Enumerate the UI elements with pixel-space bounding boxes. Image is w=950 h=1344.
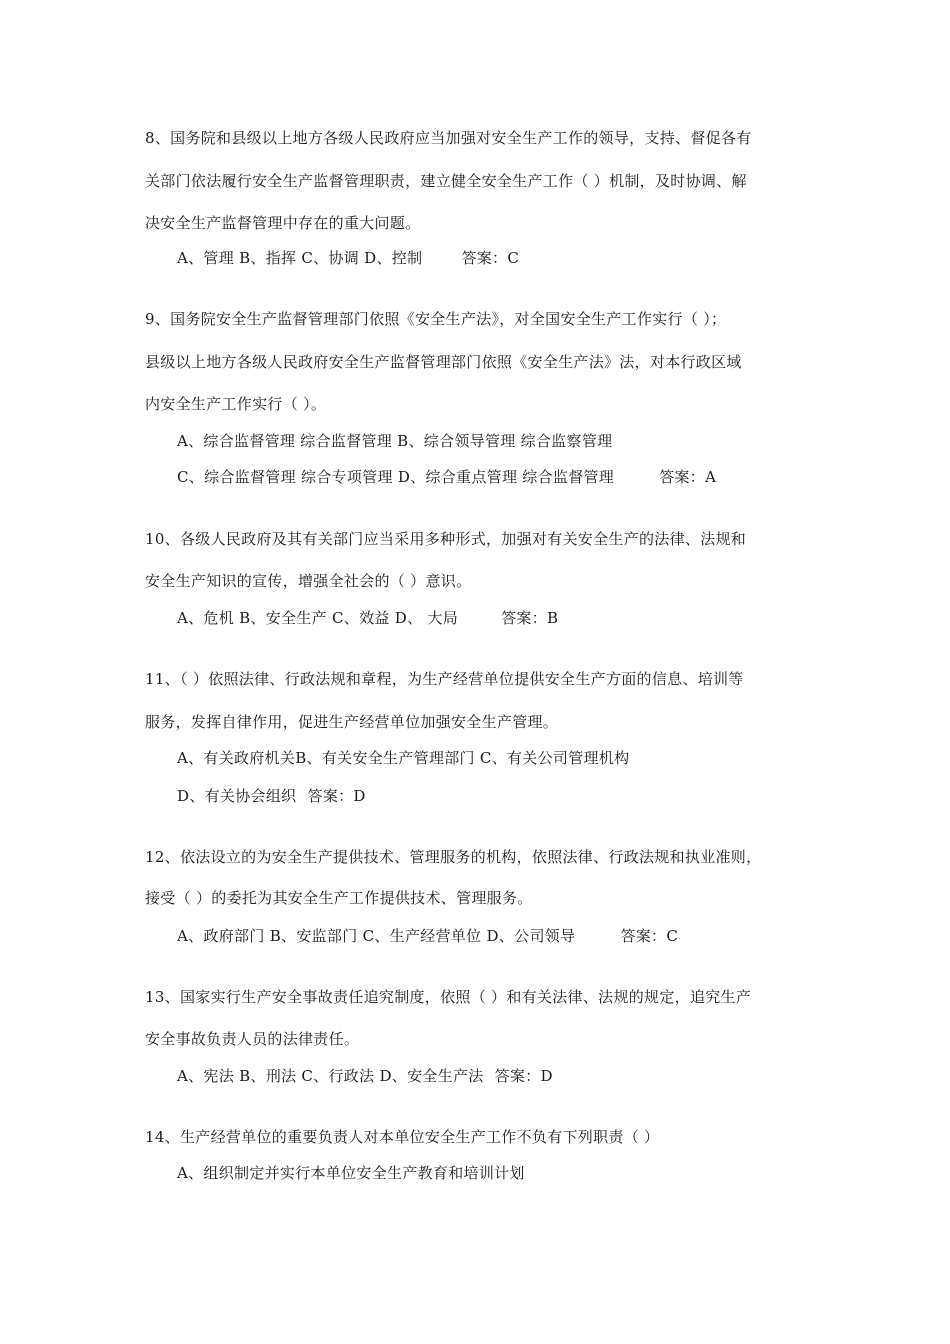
q8-line-3: 决安全生产监督管理中存在的重大问题。: [145, 214, 421, 232]
q13-options: [177, 1066, 553, 1086]
q9-option-line-2: C、综合监督管理 综合专项管理 D、综合重点管理 综合监督管理: [177, 468, 615, 486]
q8-answer: 答案：C: [461, 249, 520, 267]
q11-line-1: 11、（ ）依照法律、行政法规和章程，为生产经营单位提供安全生产方面的信息、培训等: [145, 670, 744, 688]
q13-answer: 答案：D: [494, 1067, 553, 1085]
q12-answer: 答案：C: [620, 927, 679, 945]
q8-line-2: 关部门依法履行安全生产监督管理职责，建立健全安全生产工作（ ）机制，及时协调、解: [145, 172, 747, 190]
q11-options-2: [177, 786, 366, 806]
q12-options: [177, 926, 678, 946]
q13-line-2: 安全事故负责人员的法律责任。: [145, 1030, 360, 1048]
q8-option-line-1: A、管理 B、指挥 C、协调 D、控制: [177, 249, 423, 267]
q12-line-2: 接受（ ）的委托为其安全生产工作提供技术、管理服务。: [145, 889, 533, 907]
q10-option-line-1: A、危机 B、安全生产 C、效益 D、 大局: [177, 609, 459, 627]
q13-option-line-1: A、宪法 B、刑法 C、行政法 D、安全生产法: [177, 1067, 484, 1085]
q14-line-1: 14、生产经营单位的重要负责人对本单位安全生产工作不负有下列职责（ ）: [145, 1128, 660, 1146]
q11-line-2: 服务，发挥自律作用，促进生产经营单位加强安全生产管理。: [145, 713, 559, 731]
q9-options-2: [177, 467, 716, 487]
q9-line-3: 内安全生产工作实行（ ）。: [145, 395, 327, 413]
q12-option-line-1: A、政府部门 B、安监部门 C、生产经营单位 D、公司领导: [177, 927, 576, 945]
q10-line-1: 10、各级人民政府及其有关部门应当采用多种形式，加强对有关安全生产的法律、法规和: [145, 530, 747, 548]
q9-answer: 答案：A: [659, 468, 717, 486]
q12-line-1: 12、依法设立的为安全生产提供技术、管理服务的机构，依照法律、行政法规和执业准则，: [145, 848, 762, 866]
q11-option-line-1: A、有关政府机关B、有关安全生产管理部门 C、有关公司管理机构: [177, 749, 630, 767]
q10-answer: 答案：B: [501, 609, 559, 627]
q9-line-1: 9、国务院安全生产监督管理部门依照《安全生产法》，对全国安全生产工作实行（ ）；: [145, 310, 727, 328]
q11-answer: 答案：D: [307, 787, 366, 805]
q13-line-1: 13、国家实行生产安全事故责任追究制度，依照（ ）和有关法律、法规的规定，追究生产: [145, 988, 752, 1006]
q9-line-2: 县级以上地方各级人民政府安全生产监督管理部门依照《安全生产法》法，对本行政区域: [145, 353, 742, 371]
q8-options: [177, 248, 519, 268]
q9-option-line-1: A、综合监督管理 综合监督管理 B、综合领导管理 综合监察管理: [177, 432, 613, 450]
q14-option-line-1: A、组织制定并实行本单位安全生产教育和培训计划: [177, 1164, 525, 1182]
q8-line-1: 8、国务院和县级以上地方各级人民政府应当加强对安全生产工作的领导，支持、督促各有: [145, 129, 752, 147]
q10-line-2: 安全生产知识的宣传，增强全社会的（ ）意识。: [145, 572, 472, 590]
q11-option-line-2: D、有关协会组织: [177, 787, 297, 805]
q10-options: [177, 608, 558, 628]
